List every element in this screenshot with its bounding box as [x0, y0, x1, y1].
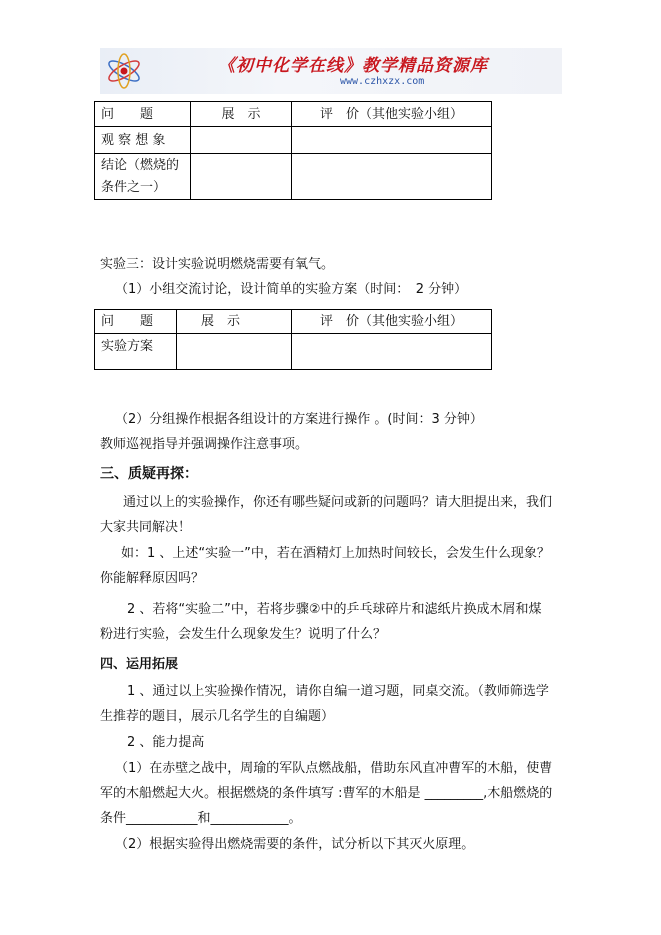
exp3-step2: （2）分组操作根据各组设计的方案进行操作 。(时间：3 分钟） — [115, 412, 483, 427]
table-cell — [292, 334, 492, 370]
banner-url: www.czhxzx.com — [340, 76, 425, 87]
section4-heading: 四、运用拓展 — [100, 657, 179, 672]
table-row — [95, 154, 492, 200]
section3-heading: 三、质疑再探： — [100, 466, 198, 482]
table-cell: 观 察 想 象 — [95, 127, 191, 154]
section4-p4: （2）根据实验得出燃烧需要的条件，试分析以下其灭火原理。 — [115, 837, 475, 852]
table-cell — [191, 154, 292, 200]
atom-logo-icon — [104, 50, 144, 92]
header-banner — [100, 48, 562, 94]
table-header-row — [95, 102, 492, 127]
table-header-cell: 展 示 — [191, 102, 292, 127]
table-header-cell: 问 题 — [95, 310, 177, 334]
table-row — [95, 334, 492, 370]
table-header-cell: 展 示 — [177, 310, 292, 334]
section4-p3-line1: （1）在赤壁之战中，周瑜的军队点燃战船，借助东风直冲曹军的木船，使曹 — [115, 761, 553, 776]
banner-title: 《初中化学在线》教学精品资源库 — [218, 56, 488, 76]
section4-p2: 2 、能力提高 — [127, 735, 205, 750]
table-cell: 结论（燃烧的条件之一） — [95, 154, 191, 200]
question2-line2: 粉进行实验，会发生什么现象发生？说明了什么？ — [100, 627, 387, 642]
section4-p1-line1: 1 、通过以上实验操作情况，请你自编一道习题，同桌交流。（教师筛选学 — [127, 684, 549, 699]
section4-p1-line2: 生推荐的题目，展示几名学生的自编题） — [100, 709, 335, 724]
table-cell — [177, 334, 292, 370]
section4-p3-line2: 军的木船燃起大火。根据燃烧的条件填写 :曹军的木船是 _________,木船燃烧的 — [100, 786, 553, 801]
table-cell — [292, 154, 492, 200]
section3-intro-line2: 大家共同解决！ — [100, 520, 192, 535]
teacher-note: 教师巡视指导并强调操作注意事项。 — [100, 437, 309, 452]
table-header-row — [95, 310, 492, 334]
table-header-cell: 问 题 — [95, 102, 191, 127]
table-cell — [191, 127, 292, 154]
table-header-cell: 评 价（其他实验小组） — [292, 102, 492, 127]
section3-intro-line1: 通过以上的实验操作，你还有哪些疑问或新的问题吗？请大胆提出来，我们 — [123, 495, 553, 510]
exp3-step1: （1）小组交流讨论，设计简单的实验方案（时间： 2 分钟） — [115, 282, 468, 297]
table-row — [95, 127, 492, 154]
plan-table — [94, 309, 492, 370]
table-header-cell: 评 价（其他实验小组） — [292, 310, 492, 334]
table-cell: 实验方案 — [95, 334, 177, 370]
section4-p3-line3: 条件___________和____________。 — [100, 811, 302, 826]
question2-line1: 2 、若将“实验二”中，若将步骤②中的乒乓球碎片和滤纸片换成木屑和煤 — [127, 602, 542, 617]
question1-line1: 如：1 、上述“实验一”中，若在酒精灯上加热时间较长，会发生什么现象？ — [121, 546, 550, 561]
table-cell — [292, 127, 492, 154]
observation-table — [94, 101, 492, 200]
question1-line2: 你能解释原因吗？ — [100, 571, 205, 586]
exp3-title: 实验三：设计实验说明燃烧需要有氧气。 — [100, 257, 335, 272]
